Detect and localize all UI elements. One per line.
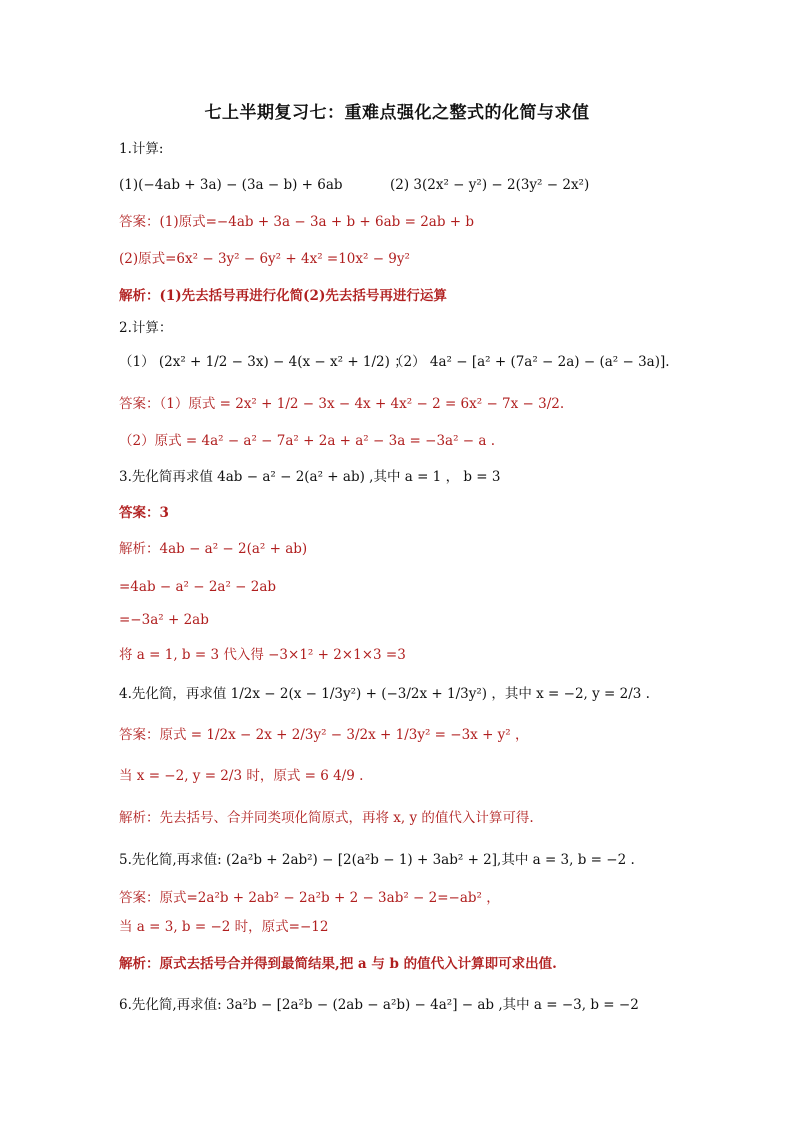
q2-answer1: 答案：（1）原式 = 2x² + 1/2 − 3x − 4x + 4x² − 2 = 6x² − 7x − 3/2.	[119, 396, 565, 412]
q5-heading: 5.先化简,再求值: (2a²b + 2ab²) − [2(a²b − 1) + 3ab² + 2],其中 a = 3, b = −2 .	[119, 852, 635, 868]
q3-step1: =4ab − a² − 2a² − 2ab	[119, 579, 277, 595]
q2-part2: （2） 4a² − [a² + (7a² − 2a) − (a² − 3a)].	[390, 354, 670, 370]
q1-part2: (2) 3(2x² − y²) − 2(3y² − 2x²)	[390, 177, 590, 193]
q3-analysis: 解析：4ab − a² − 2(a² + ab)	[119, 541, 308, 557]
q3-heading: 3.先化简再求值 4ab − a² − 2(a² + ab) ,其中 a = 1 ， b = 3	[119, 469, 501, 485]
q2-answer2: （2）原式 = 4a² − a² − 7a² + 2a + a² − 3a = −3a² − a .	[119, 433, 496, 449]
q4-answer1: 答案：原式 = 1/2x − 2x + 2/3y² − 3/2x + 1/3y² = −3x + y² ，	[119, 727, 529, 743]
q5-analysis: 解析：原式去括号合并得到最简结果,把 a 与 b 的值代入计算即可求出值.	[119, 956, 557, 972]
q1-part1: (1)(−4ab + 3a) − (3a − b) + 6ab	[119, 177, 343, 193]
q6-heading: 6.先化简,再求值: 3a²b − [2a²b − (2ab − a²b) − 4a²] − ab ,其中 a = −3, b = −2	[119, 997, 639, 1013]
q2-heading: 2.计算：	[119, 320, 173, 336]
q5-answer1: 答案：原式=2a²b + 2ab² − 2a²b + 2 − 3ab² − 2=−ab² ，	[119, 890, 500, 906]
q5-answer2: 当 a = 3, b = −2 时，原式=−12	[119, 919, 329, 935]
q3-step2: =−3a² + 2ab	[119, 612, 209, 628]
q3-step3: 将 a = 1, b = 3 代入得 −3×1² + 2×1×3 =3	[119, 647, 406, 663]
q1-answer1: 答案：(1)原式=−4ab + 3a − 3a + b + 6ab = 2ab + b	[119, 214, 475, 230]
q2-part1: （1） (2x² + 1/2 − 3x) − 4(x − x² + 1/2) ；	[119, 354, 408, 370]
q4-analysis: 解析：先去括号、合并同类项化简原式，再将 x, y 的值代入计算可得.	[119, 810, 534, 826]
q1-answer2: (2)原式=6x² − 3y² − 6y² + 4x² =10x² − 9y²	[119, 251, 410, 267]
q4-heading: 4.先化简，再求值 1/2x − 2(x − 1/3y²) + (−3/2x + 1/3y²) ，其中 x = −2, y = 2/3 .	[119, 686, 650, 702]
q3-answer: 答案：3	[119, 505, 169, 521]
page-title: 七上半期复习七：重难点强化之整式的化简与求值	[204, 103, 590, 123]
q4-answer2: 当 x = −2, y = 2/3 时，原式 = 6 4/9 .	[119, 768, 364, 784]
q1-analysis: 解析：(1)先去括号再进行化简(2)先去括号再进行运算	[119, 288, 447, 304]
q1-heading: 1.计算:	[119, 141, 164, 157]
